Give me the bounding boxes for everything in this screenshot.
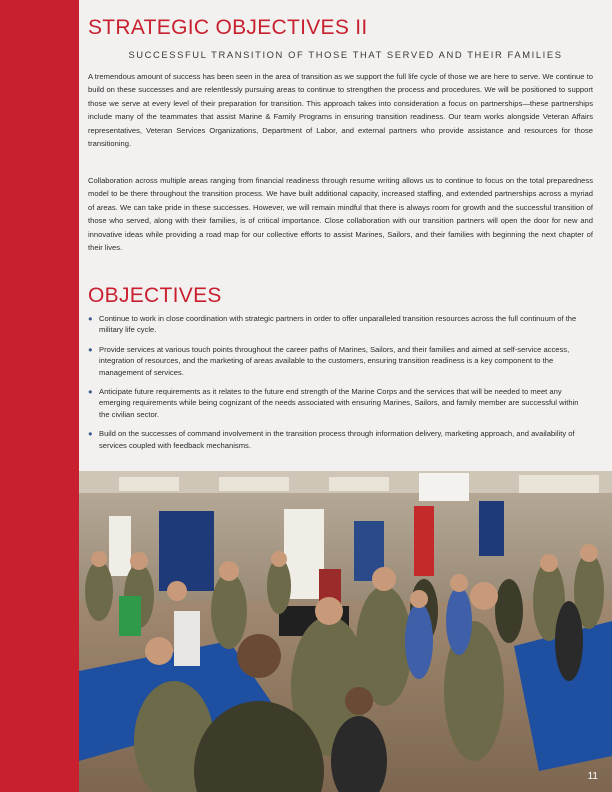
left-accent-bar [0,0,79,792]
collaboration-paragraph: Collaboration across multiple areas ranging from financial readiness through resume writing allows us to continue to focus on the total preparedness model to be there throughout the transition process. We have built additional capacity, increased staffing, and extended partnerships across a myriad of areas. We can take pride in these successes. However, we will remain mindful that there is always room for growth and the successful transition of those who served, along with their families, is of critical importance. Close collaboration with our transition partners will open the door for new and innovative ideas while providing a road map for our collective efforts to assist Marines, Sailors, and their families with beginning the next chapter of their lives. [88,176,593,253]
list-item [88,313,588,336]
objective-text: Provide services at various touch points throughout the career paths of Marines, Sailors, and their families and aimed at self-service access, integration of resources, and the marketing of areas available to the customers, ensuring transition readiness is a key component to the management of services. [99,344,570,377]
page-subtitle: SUCCESSFUL TRANSITION OF THOSE THAT SERVED AND THEIR FAMILIES [128,49,563,60]
list-item [88,344,588,378]
objective-text: Continue to work in close coordination with strategic partners in order to offer unparalleled transition resources across the full continuum of the military life cycle. [99,314,577,335]
objective-text: Anticipate future requirements as it relates to the future end strength of the Marine Corps and the services that will be needed to meet any emerging requirements while being cognizant of the needs associated with ensuring Marines, Sailors, and family member are successful within the civilian sector. [99,387,579,419]
bullet-icon: ● [88,387,93,397]
intro-paragraph: A tremendous amount of success has been seen in the area of transition as we support the full life cycle of those we are here to serve. We continue to build on these successes and are relentlessly pursuing areas to continue to strengthen the process and procedures. We will be positioned to support those we serve at every level of their preparation for transition. This approach takes into consideration a focus on partnerships—these partnerships include many of the teammates that assist Marine & Family Programs in ensuring transition readiness. Our team works alongside Veteran Affairs representatives, Veteran Services Organizations, Department of Labor, and external partners who provide assistance and resources for those transitioning. [88,72,593,149]
photo-illustration [79,471,612,792]
page-title: STRATEGIC OBJECTIVES II [88,16,368,39]
bullet-icon: ● [88,429,93,439]
transition-fair-photo [79,471,612,792]
objectives-list [88,313,588,459]
bullet-icon: ● [88,344,93,354]
objective-text: Build on the successes of command involvement in the transition process through information delivery, marketing approach, and availability of services coupled with feedback mechanisms. [99,429,575,450]
list-item [88,386,588,420]
objectives-heading: OBJECTIVES [88,284,222,307]
list-item [88,428,588,451]
bullet-icon: ● [88,314,93,323]
text-panel [79,0,612,471]
page-number: 11 [587,771,598,782]
